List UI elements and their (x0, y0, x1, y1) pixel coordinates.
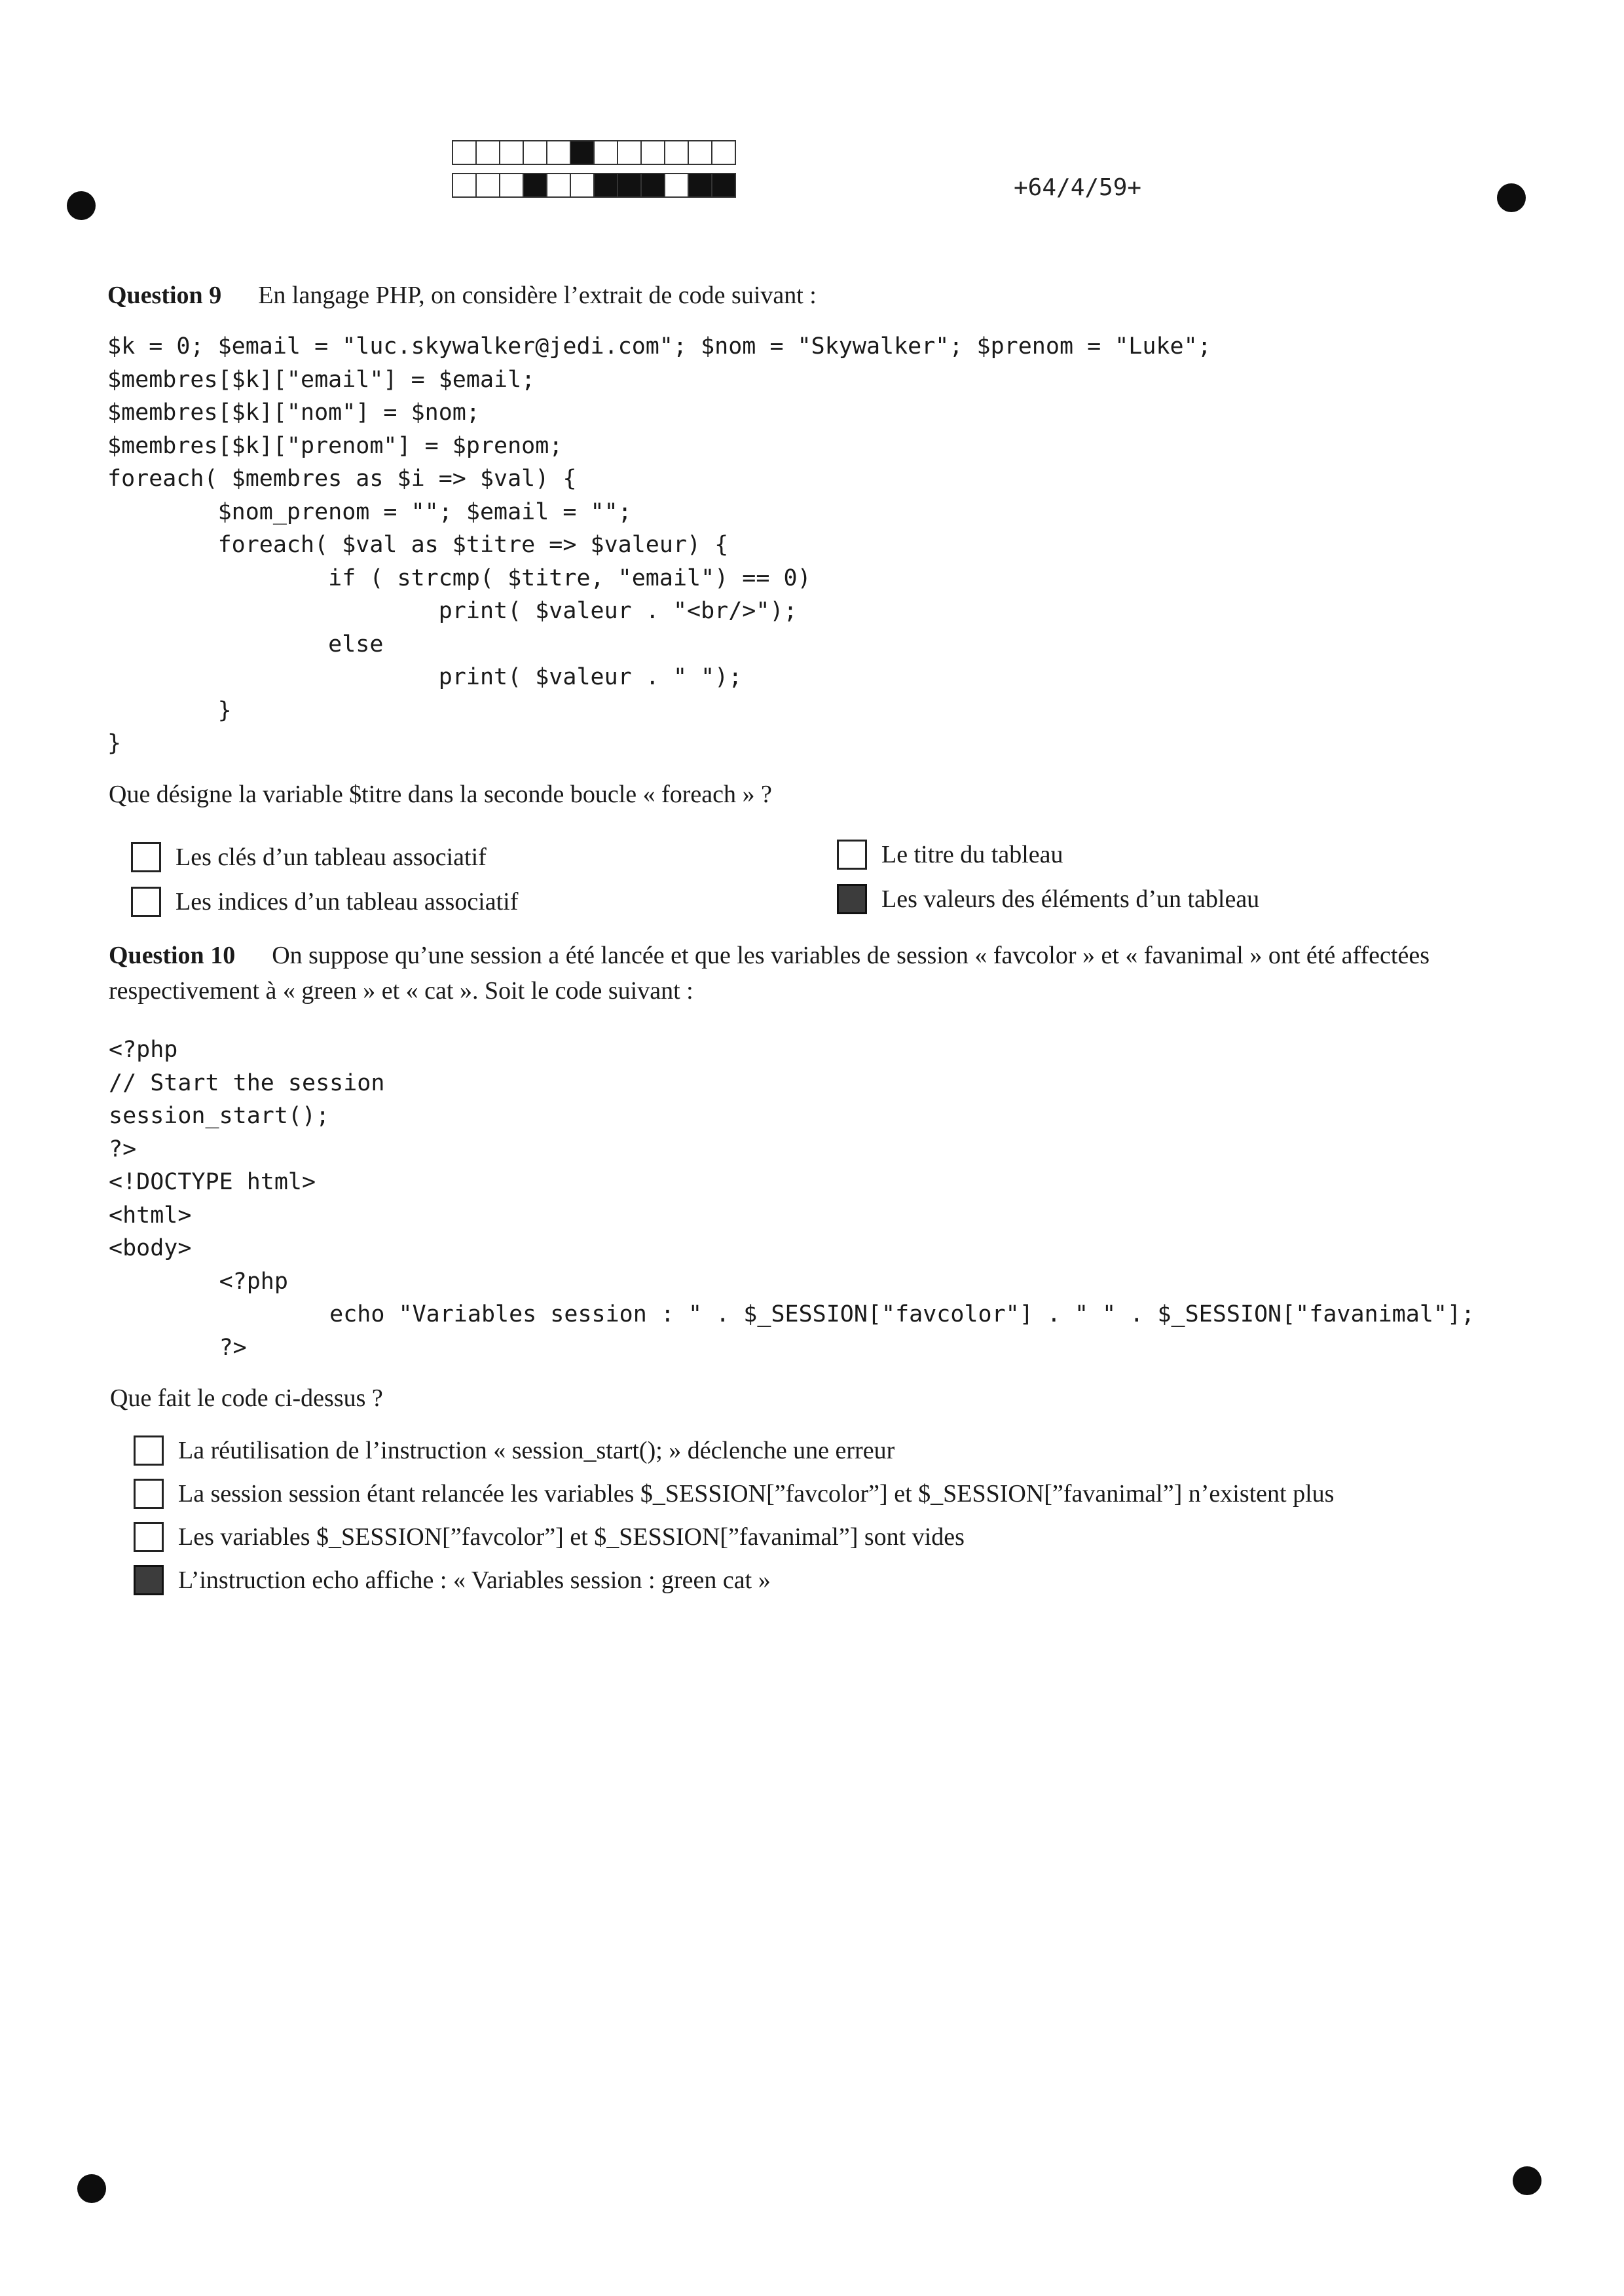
code-line: print( $valeur . " "); (107, 664, 743, 690)
filled-id-box (640, 173, 665, 198)
empty-id-box (688, 140, 712, 165)
checkbox-icon[interactable] (134, 1522, 164, 1552)
option-label: Les variables $_SESSION[”favcolor”] et $_SESSION[”favanimal”] sont vides (178, 1523, 965, 1551)
empty-id-box (617, 140, 642, 165)
code-line: $membres[$k]["prenom"] = $prenom; (107, 432, 563, 459)
question-10-intro-text: On suppose qu’une session a été lancée et que les variables de session « favcolor » et « favanimal » ont été affectées respectivement à « green » et « cat ». Soit le code suivant : (109, 942, 1430, 1005)
code-line: print( $valeur . "<br/>"); (107, 598, 798, 624)
empty-id-box (711, 140, 736, 165)
code-line: $membres[$k]["nom"] = $nom; (107, 399, 480, 426)
option-label: Les valeurs des éléments d’un tableau (881, 885, 1260, 913)
question-10-intro (109, 938, 1536, 1009)
question-10-code-block (109, 1033, 1475, 1364)
code-line: foreach( $membres as $i => $val) { (107, 466, 577, 492)
filled-id-box (711, 173, 736, 198)
code-line: } (107, 697, 232, 724)
question-9-intro-text: En langage PHP, on considère l’extrait de code suivant : (258, 282, 817, 309)
empty-id-box (664, 140, 689, 165)
id-box-code-row-2 (452, 173, 735, 198)
code-line: // Start the session (109, 1069, 385, 1096)
option-label: L’instruction echo affiche : « Variables session : green cat » (178, 1566, 771, 1594)
code-line: else (107, 631, 384, 657)
page-identifier: +64/4/59+ (1014, 174, 1142, 201)
empty-id-box (452, 140, 477, 165)
code-line: $membres[$k]["email"] = $email; (107, 366, 536, 393)
code-line: <!DOCTYPE html> (109, 1169, 316, 1195)
code-line: if ( strcmp( $titre, "email") == 0) (107, 565, 811, 591)
option-label: Les clés d’un tableau associatif (175, 843, 487, 871)
question-9-code-block (107, 330, 1211, 760)
code-line: ?> (109, 1334, 247, 1361)
question-9-option-4[interactable] (837, 884, 1259, 914)
option-label: Les indices d’un tableau associatif (175, 888, 519, 916)
empty-id-box (475, 173, 500, 198)
checkbox-icon[interactable] (131, 887, 161, 917)
code-line: } (107, 730, 122, 756)
checkbox-icon[interactable] (134, 1435, 164, 1466)
question-10-prompt: Que fait le code ci-dessus ? (110, 1384, 383, 1412)
filled-id-box (570, 140, 595, 165)
empty-id-box (546, 140, 571, 165)
checkbox-checked-icon[interactable] (837, 884, 867, 914)
code-line: session_start(); (109, 1103, 330, 1129)
question-10-option-2[interactable] (134, 1479, 1334, 1509)
question-10-option-3[interactable] (134, 1522, 965, 1552)
registration-mark-top-left (67, 191, 96, 220)
question-9-intro (107, 278, 817, 313)
empty-id-box (664, 173, 689, 198)
checkbox-checked-icon[interactable] (134, 1565, 164, 1595)
empty-id-box (475, 140, 500, 165)
empty-id-box (499, 173, 524, 198)
code-line: <?php (109, 1268, 288, 1295)
filled-id-box (593, 173, 618, 198)
empty-id-box (570, 173, 595, 198)
checkbox-icon[interactable] (131, 842, 161, 872)
code-line: echo "Variables session : " . $_SESSION["favcolor"] . " " . $_SESSION["favanimal"]; (109, 1301, 1475, 1327)
registration-mark-top-right (1497, 183, 1526, 212)
empty-id-box (523, 140, 547, 165)
checkbox-icon[interactable] (134, 1479, 164, 1509)
option-label: La session session étant relancée les variables $_SESSION[”favcolor”] et $_SESSION[”favanimal”] n’existent plus (178, 1480, 1335, 1508)
empty-id-box (452, 173, 477, 198)
empty-id-box (593, 140, 618, 165)
question-9-prompt: Que désigne la variable $titre dans la seconde boucle « foreach » ? (109, 781, 772, 808)
empty-id-box (499, 140, 524, 165)
filled-id-box (523, 173, 547, 198)
option-label: La réutilisation de l’instruction « session_start(); » déclenche une erreur (178, 1437, 895, 1464)
question-9-label: Question 9 (107, 282, 222, 309)
registration-mark-bottom-right (1513, 2166, 1541, 2195)
code-line: $nom_prenom = ""; $email = ""; (107, 498, 632, 525)
code-line: $k = 0; $email = "luc.skywalker@jedi.com"; $nom = "Skywalker"; $prenom = "Luke"; (107, 333, 1211, 360)
code-line: foreach( $val as $titre => $valeur) { (107, 532, 729, 558)
question-9-option-2[interactable] (131, 887, 518, 917)
question-10-label: Question 10 (109, 942, 236, 969)
empty-id-box (640, 140, 665, 165)
code-line: <?php (109, 1037, 178, 1063)
id-box-code-row-1 (452, 140, 735, 165)
filled-id-box (617, 173, 642, 198)
filled-id-box (688, 173, 712, 198)
checkbox-icon[interactable] (837, 840, 867, 870)
question-10-option-1[interactable] (134, 1435, 895, 1466)
registration-mark-bottom-left (77, 2174, 106, 2203)
code-line: <html> (109, 1202, 192, 1229)
option-label: Le titre du tableau (881, 841, 1063, 868)
code-line: ?> (109, 1136, 137, 1162)
empty-id-box (546, 173, 571, 198)
question-9-option-1[interactable] (131, 842, 487, 872)
question-9-option-3[interactable] (837, 840, 1063, 870)
code-line: <body> (109, 1235, 192, 1261)
question-10-option-4[interactable] (134, 1565, 771, 1595)
